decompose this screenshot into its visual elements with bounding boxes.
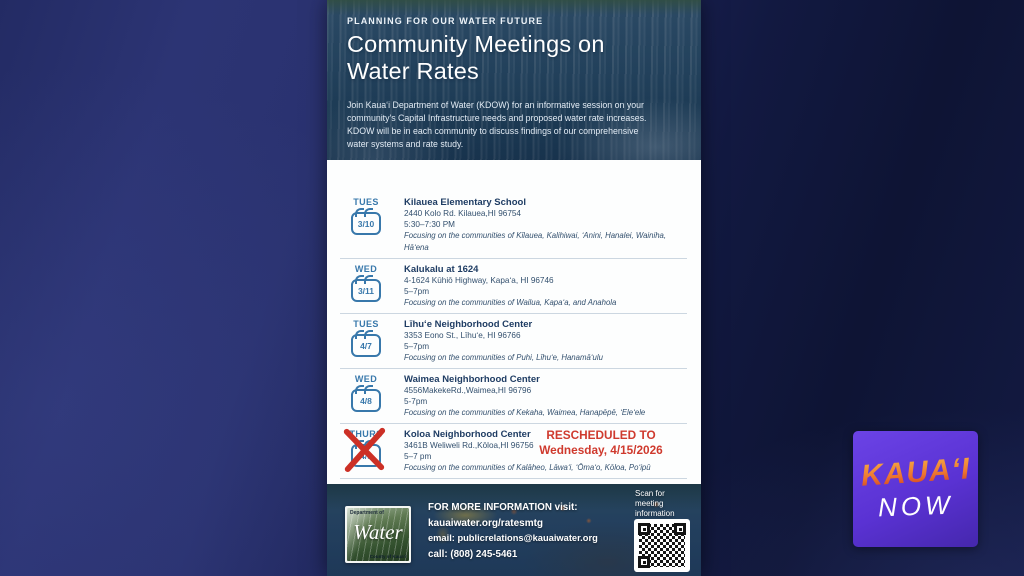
meeting-date-block — [340, 374, 392, 419]
footer-website: kauaiwater.org/ratesmtg — [428, 517, 544, 529]
flyer-hero-waterfall — [327, 0, 701, 160]
calendar-icon — [351, 334, 381, 357]
meeting-row — [340, 192, 687, 259]
meetings-panel — [327, 160, 701, 484]
kauai-now-word1: KAUAʻI — [859, 452, 972, 493]
calendar-icon — [351, 389, 381, 412]
calendar-date: 4/7 — [360, 340, 372, 351]
meeting-focus: Focusing on the communities of Kalāheo, Lāwaʻi, ʻŌmaʻo, Kōloa, Poʻipū — [404, 463, 651, 472]
qr-code — [634, 519, 690, 572]
calendar-date: 3/11 — [357, 285, 375, 296]
meeting-focus: Focusing on the communities of Kekaha, Waimea, Hanapēpē, ʻEleʻele — [404, 408, 646, 417]
meeting-day-label: TUES — [353, 197, 379, 207]
dow-logo-bottom-text: County of Kaua'i — [369, 554, 406, 559]
qr-finder-icon — [638, 523, 650, 535]
meeting-address: 3353 Eono St., Līhuʻe, HI 96766 — [404, 331, 521, 340]
calendar-icon — [351, 444, 381, 467]
dow-logo-name: Water — [353, 520, 403, 544]
flyer-description: Join Kauaʻi Department of Water (KDOW) for an informative session on your community's Capital Infrastructure needs and proposed water rate increases. KDOW will be in each community to discuss findings of our comprehensive water systems and rate study. — [347, 99, 647, 150]
meeting-title: Kilauea Elementary School — [404, 197, 526, 208]
meeting-address: 4556MakekeRd.,Waimea,HI 96796 — [404, 386, 532, 395]
meeting-time: 5–7pm — [404, 342, 430, 351]
qr-finder-icon — [674, 523, 686, 535]
calendar-icon — [351, 212, 381, 235]
footer-heading: FOR MORE INFORMATION visit: — [428, 502, 578, 513]
meeting-address: 2440 Kolo Rd. Kilauea,HI 96754 — [404, 209, 521, 218]
meeting-focus: Focusing on the communities of Kīlauea, Kalihiwai, ʻAnini, Hanalei, Wainiha, Hāʻena — [404, 231, 667, 252]
meeting-focus: Focusing on the communities of Wailua, Kapaʻa, and Anahola — [404, 298, 617, 307]
meeting-title: Koloa Neighborhood Center — [404, 429, 531, 440]
footer-contact-block — [428, 500, 598, 562]
meeting-row — [340, 259, 687, 314]
calendar-date: 4/9 — [360, 450, 372, 461]
meeting-address: 4-1624 Kūhiō Highway, Kapaʻa, HI 96746 — [404, 276, 554, 285]
water-rates-flyer — [327, 0, 701, 576]
meeting-title: Kalukalu at 1624 — [404, 264, 479, 275]
meeting-date-block — [340, 429, 392, 474]
hero-kicker: PLANNING FOR OUR WATER FUTURE — [347, 16, 544, 26]
meeting-day-label: WED — [354, 264, 378, 274]
meeting-time: 5–7pm — [404, 287, 430, 296]
meeting-row — [340, 369, 687, 424]
kauai-now-logo — [853, 431, 978, 547]
meeting-date-block — [340, 319, 392, 364]
calendar-icon — [351, 279, 381, 302]
meeting-row-cancelled — [340, 424, 687, 479]
qr-pattern — [639, 524, 685, 567]
meeting-row — [340, 314, 687, 369]
meeting-day-label: WED — [354, 374, 378, 384]
meeting-time: 5:30–7:30 PM — [404, 220, 455, 229]
flyer-title: Community Meetings on Water Rates — [347, 31, 605, 85]
meeting-info — [404, 264, 687, 309]
reschedule-notice — [517, 428, 685, 458]
calendar-date: 4/8 — [360, 395, 372, 406]
department-of-water-logo — [345, 506, 411, 563]
scan-instruction: Scan for meeting information — [635, 489, 675, 518]
meeting-info — [404, 374, 687, 419]
calendar-date: 3/10 — [357, 218, 375, 229]
footer-phone: call: (808) 245-5461 — [428, 548, 518, 560]
meeting-time: 5–7 pm — [404, 452, 432, 461]
meeting-info — [404, 319, 687, 364]
kauai-now-word2: NOW — [877, 489, 954, 523]
meeting-focus: Focusing on the communities of Puhi, Līhuʻe, Hanamāʻulu — [404, 353, 603, 362]
meeting-date-block — [340, 197, 392, 254]
meeting-title: Līhuʻe Neighborhood Center — [404, 319, 533, 330]
meeting-date-block — [340, 264, 392, 309]
meeting-day-label: THURS — [349, 429, 383, 439]
meeting-time: 5-7pm — [404, 397, 428, 406]
reschedule-line2: Wednesday, 4/15/2026 — [539, 443, 663, 458]
meeting-title: Waimea Neighborhood Center — [404, 374, 540, 385]
flyer-footer — [327, 484, 701, 576]
reschedule-line1: RESCHEDULED TO — [546, 428, 656, 442]
meeting-address: 3461B Weliweli Rd.,Kōloa,HI 96756 — [404, 441, 534, 450]
footer-email: email: publicrelations@kauaiwater.org — [428, 533, 598, 543]
qr-finder-icon — [638, 556, 650, 568]
meeting-day-label: TUES — [353, 319, 379, 329]
dow-logo-art — [347, 508, 409, 561]
meeting-info — [404, 197, 687, 254]
dow-logo-top-text: Department of — [350, 510, 384, 516]
